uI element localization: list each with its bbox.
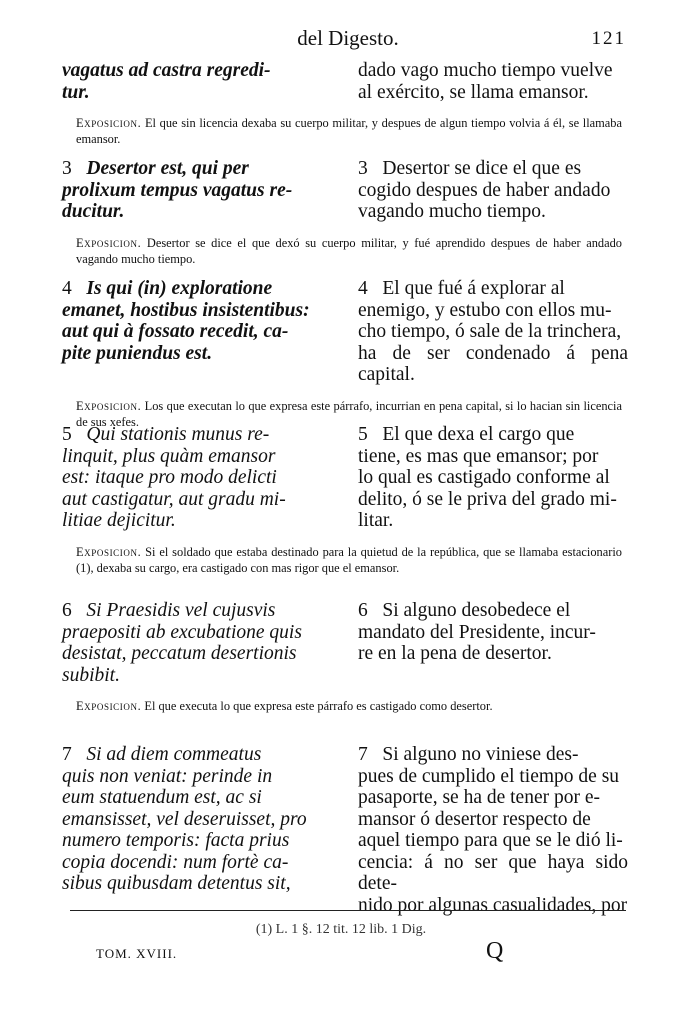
spanish-text <box>358 744 628 916</box>
exposicion-text: Si el soldado que estaba destinado para la quietud de la república, que se llamaba estacionario (1), dexaba su cargo, era castigado con mas rigor que el emansor. <box>76 544 622 575</box>
paragraph-number: 6 <box>62 600 72 621</box>
latin-body: Si ad diem commeatus quis non veniat: perinde in eum statuendum est, ac si emansisset, vel deseruisset, pro numero temporis: facta prius copia docendi: num fortè ca- sibus quibusdam detentus sit, <box>62 744 307 894</box>
latin-text <box>62 600 340 686</box>
spanish-text <box>358 278 628 386</box>
paragraph-number: 3 <box>358 158 368 179</box>
latin-text <box>62 158 340 223</box>
paragraph-number: 7 <box>358 744 368 765</box>
bilingual-row <box>62 278 628 386</box>
footnote-rule <box>70 910 626 911</box>
paragraph-number: 3 <box>62 158 72 179</box>
exposicion-text: El que executa lo que expresa este párrafo es castigado como desertor. <box>141 699 493 713</box>
footnote: (1) L. 1 §. 12 tit. 12 lib. 1 Dig. <box>255 922 427 937</box>
page-number: 121 <box>591 28 626 49</box>
spanish-body: Si alguno no viniese des- pues de cumplido el tiempo de su pasaporte, se ha de tener por e- mansor ó desertor respecto de aquel tiempo para que se le dió li- cencia: á no ser que haya sido dete- nido por algunas casualidades, por <box>358 744 628 916</box>
latin-body: Desertor est, qui per prolixum tempus vagatus re- ducitur. <box>62 158 293 222</box>
paragraph-number: 6 <box>358 600 368 621</box>
latin-text <box>62 424 340 532</box>
spanish-body: El que dexa el cargo que tiene, es mas que emansor; por lo qual es castigado conforme al delito, ó se le priva del grado mi- litar. <box>358 424 617 531</box>
paragraph-7 <box>62 744 628 916</box>
spanish-body: Desertor se dice el que es cogido despues de haber andado vagando mucho tiempo. <box>358 158 611 222</box>
exposicion-text: Los que executan lo que expresa este párrafo, incurrian en pena capital, si lo hacian sin licencia de sus xefes. <box>76 398 622 429</box>
paragraph-number: 5 <box>62 424 72 445</box>
paragraph-number: 4 <box>358 278 368 299</box>
spanish-body: Si alguno desobedece el mandato del Presidente, incur- re en la pena de desertor. <box>358 600 596 664</box>
bilingual-row <box>62 600 628 686</box>
exposicion-note <box>62 235 628 267</box>
exposicion-note <box>62 698 628 714</box>
bilingual-row <box>62 424 628 532</box>
paragraph-5 <box>62 424 628 576</box>
latin-body: Is qui (in) exploratione emanet, hostibus insistentibus: aut qui à fossato recedit, ca- pite puniendus est. <box>62 278 310 364</box>
paragraph-number: 7 <box>62 744 72 765</box>
paragraph-6 <box>62 600 628 714</box>
exposicion-label: Exposicion. <box>76 235 142 250</box>
paragraph-number: 4 <box>62 278 72 299</box>
exposicion-text: Desertor se dice el que dexó su cuerpo militar, y fué aprendido despues de haber andado vagando mucho tiempo. <box>76 235 622 266</box>
spanish-text <box>358 424 628 532</box>
exposicion-text: El que sin licencia dexaba su cuerpo militar, y despues de algun tiempo volvia á él, se llamaba emansor. <box>76 116 622 146</box>
volume-label: TOM. XVIII. <box>96 946 178 961</box>
latin-body: Si Praesidis vel cujusvis praepositi ab excubatione quis desistat, peccatum desertionis subibit. <box>62 600 302 686</box>
exposicion-label: Exposicion. <box>76 116 142 130</box>
latin-body: Qui stationis munus re- linquit, plus quàm emansor est: itaque pro modo delicti aut castigatur, aut gradu mi- litiae dejicitur. <box>62 424 286 531</box>
spanish-body: El que fué á explorar al enemigo, y estubo con ellos mu- cho tiempo, ó sale de la trinchera, ha de ser condenado á pena capital. <box>358 278 628 385</box>
paragraph-continuation <box>62 60 628 147</box>
bilingual-row <box>62 158 628 223</box>
exposicion-note <box>62 544 628 576</box>
page-header <box>70 26 626 52</box>
paragraph-4 <box>62 278 628 430</box>
paragraph-3 <box>62 158 628 267</box>
running-title: del Digesto. <box>297 26 399 50</box>
exposicion-label: Exposicion. <box>76 544 142 559</box>
latin-text <box>62 744 340 916</box>
bilingual-row <box>62 744 628 916</box>
spanish-text <box>358 600 628 686</box>
spanish-text: dado vago mucho tiempo vuelve al exército, se llama emansor. <box>358 60 613 103</box>
bilingual-row <box>62 60 628 103</box>
exposicion-label: Exposicion. <box>76 699 142 713</box>
exposicion-note <box>62 115 628 147</box>
spanish-text <box>358 158 628 223</box>
paragraph-number: 5 <box>358 424 368 445</box>
latin-text <box>62 278 340 386</box>
latin-text: vagatus ad castra regredi- tur. <box>62 60 271 103</box>
signature-mark: Q <box>486 938 504 964</box>
exposicion-label: Exposicion. <box>76 398 142 413</box>
